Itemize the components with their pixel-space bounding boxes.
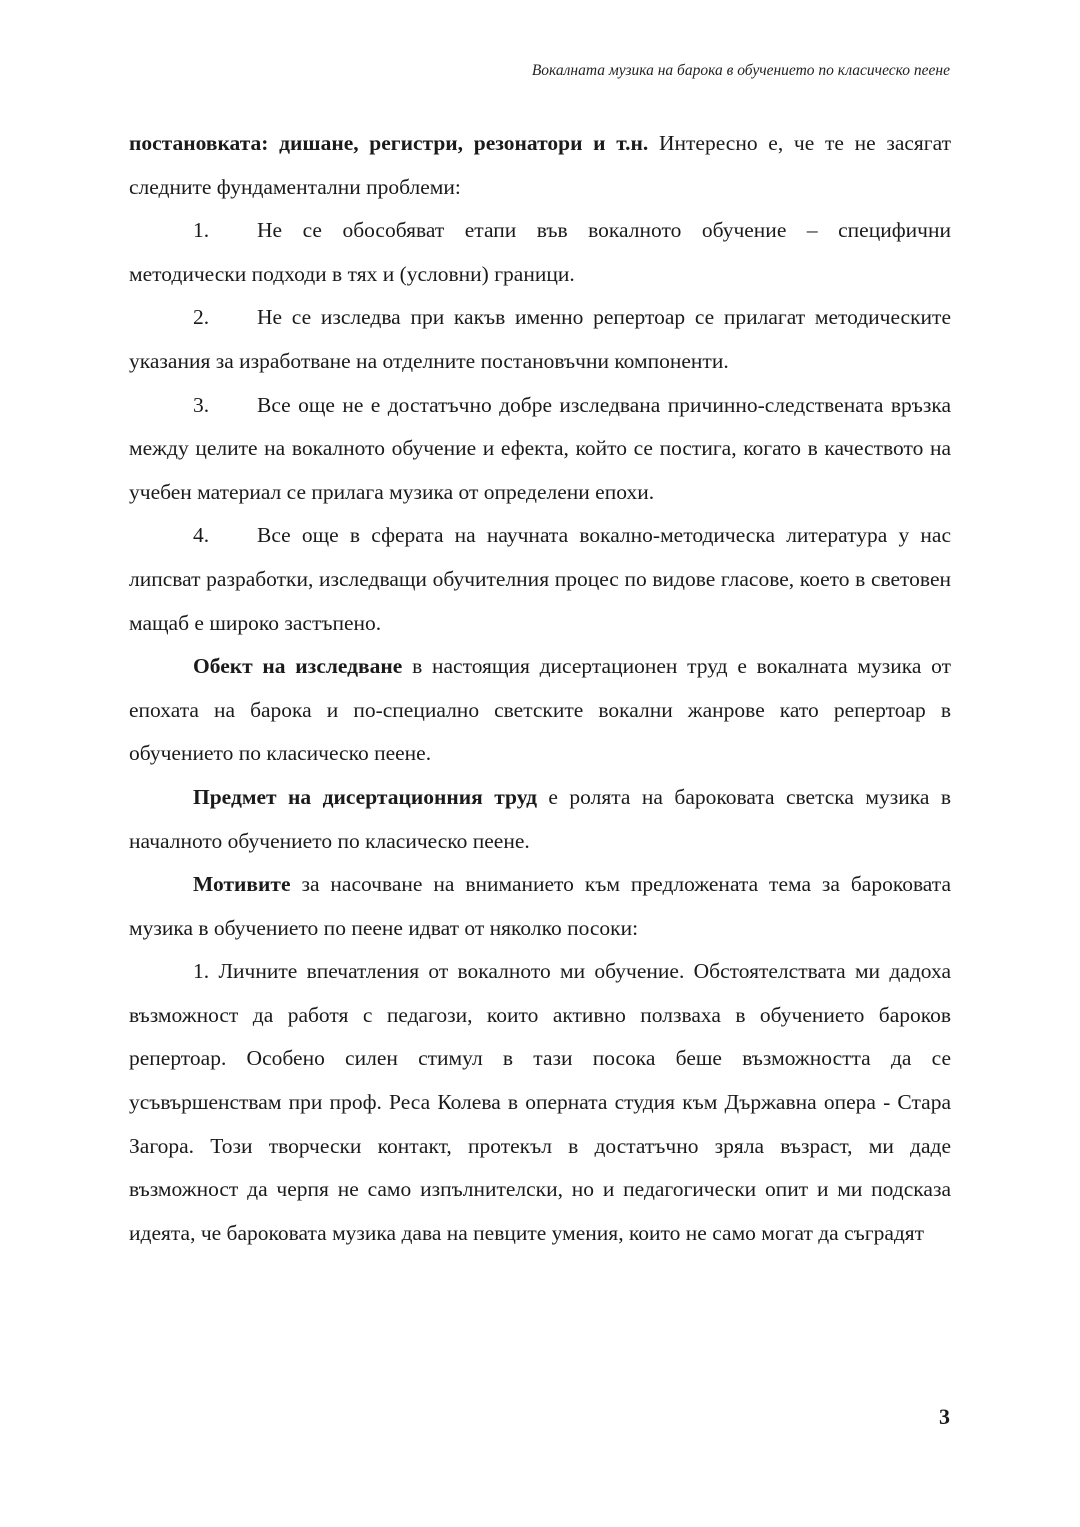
paragraph-motive-1: [129, 950, 951, 1255]
bold-phrase: Обект на изследване: [193, 654, 403, 679]
list-number: 3.: [193, 392, 210, 417]
list-text: Все още не е достатъчно добре изследвана причинно-следствената връзка между целите на вокалното обучение и ефекта, който се постига, когато в качеството на учебен материал се прилага музика от определени епохи.: [129, 392, 951, 504]
list-item-3: [129, 384, 951, 515]
list-text: Не се изследва при какъв именно репертоар се прилагат методическите указания за изработване на отделните постановъчни компоненти.: [129, 305, 951, 373]
running-header: Вокалната музика на барока в обучението по класическо пеене: [531, 62, 950, 79]
list-text: Все още в сферата на научната вокално-методическа литература у нас липсват разработки, изследващи обучителния процес по видове гласове, което в световен мащаб е широко застъпено.: [129, 523, 951, 635]
bold-phrase: Предмет на дисертационния труд: [193, 784, 537, 809]
bold-phrase: постановката: дишане, регистри, резонатори и т.н.: [129, 131, 649, 155]
list-item-4: [129, 514, 951, 645]
paragraph-object: [129, 645, 951, 776]
body-text: [129, 122, 951, 1255]
list-number: 2.: [193, 305, 210, 330]
list-item-2: [129, 296, 951, 383]
page-number: 3: [939, 1404, 950, 1429]
paragraph-intro: [129, 122, 951, 209]
paragraph-text: за насочване на вниманието към предложената тема за бароковата музика в обучението по пеене идват от няколко посоки:: [129, 872, 951, 940]
paragraph-motives: [129, 863, 951, 950]
paragraph-text: Интересно е, че те не засягат следните фундаментални проблеми:: [129, 131, 951, 199]
paragraph-text: в настоящия дисертационен труд е вокалната музика от епохата на барока и по-специално светските вокални жанрове като репертоар в обучението по класическо пеене.: [129, 654, 951, 766]
list-text: Не се обособяват етапи във вокалното обучение – специфични методически подходи в тях и (условни) граници.: [129, 218, 951, 286]
paragraph-subject: [129, 776, 951, 863]
list-number: 1.: [193, 218, 210, 243]
bold-phrase: Мотивите: [193, 872, 291, 897]
list-number: 4.: [193, 523, 210, 548]
paragraph-text: Личните впечатления от вокалното ми обучение. Обстоятелствата ми дадоха възможност да работя с педагози, които активно ползваха в обучението бароков репертоар. Особено силен стимул в тази посока беше възможността да се усъвършенствам при проф. Реса Колева в оперната студия към Държавна опера - Стара Загора. Този творчески контакт, протекъл в достатъчно зряла възраст, ми даде възможност да черпя не само изпълнителски, но и педагогически опит и ми подсказа идеята, че бароковата музика дава на певците умения, които не само могат да съградят: [129, 959, 952, 1245]
list-item-1: [129, 209, 951, 296]
list-number: 1.: [193, 959, 210, 984]
paragraph-text: е ролята на бароковата светска музика в началното обучението по класическо пеене.: [129, 784, 951, 853]
